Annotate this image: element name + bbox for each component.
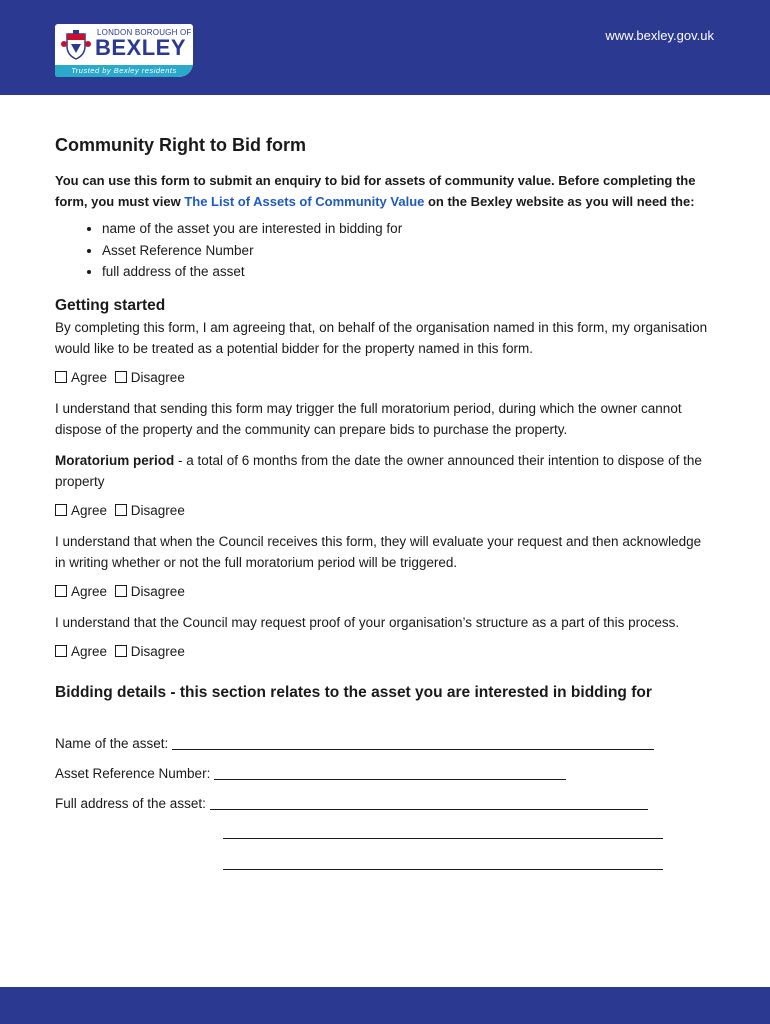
bidding-fields xyxy=(55,734,715,870)
agree-checkbox[interactable] xyxy=(55,371,67,383)
form-content xyxy=(55,132,715,886)
asset-name-label: Name of the asset: xyxy=(55,735,169,751)
disagree-label: Disagree xyxy=(130,643,185,659)
moratorium-definition xyxy=(55,450,715,492)
agree-label: Agree xyxy=(71,369,108,385)
agree-checkbox[interactable] xyxy=(55,504,67,516)
disagree-checkbox[interactable] xyxy=(115,504,127,516)
intro-text-before: You can use this form to submit an enquiry to bid for assets of community value. Before completing the form, you must view xyxy=(55,173,696,209)
intro-text-after: on the Bexley website as you will need the: xyxy=(424,194,695,209)
asset-reference-input[interactable] xyxy=(214,767,566,780)
getting-started-heading: Getting started xyxy=(55,296,166,314)
page-title: Community Right to Bid form xyxy=(55,135,306,155)
disagree-checkbox[interactable] xyxy=(115,371,127,383)
asset-reference-field xyxy=(55,764,715,784)
agreement-paragraph-3: I understand that when the Council receives this form, they will evaluate your request and then acknowledge in writing whether or not the full moratorium period will be triggered. xyxy=(55,533,702,570)
agree-label: Agree xyxy=(71,502,108,518)
disagree-label: Disagree xyxy=(130,502,185,518)
moratorium-text: - a total of 6 months from the date the owner announced their intention to dispose of the property xyxy=(55,452,702,489)
disagree-checkbox[interactable] xyxy=(115,645,127,657)
list-item: • full address of the asset xyxy=(102,261,715,283)
agree-disagree-row-2 xyxy=(55,500,715,521)
assets-list-link[interactable]: The List of Assets of Community Value xyxy=(184,194,425,209)
intro-paragraph xyxy=(55,170,715,212)
logo-top-text: LONDON BOROUGH OF xyxy=(97,28,192,37)
agree-checkbox[interactable] xyxy=(55,645,67,657)
page-footer-bar xyxy=(0,987,770,1024)
agree-disagree-row-4 xyxy=(55,641,715,662)
asset-name-field xyxy=(55,734,715,754)
agreement-paragraph-1: By completing this form, I am agreeing that, on behalf of the organisation named in this form, my organisation would like to be treated as a potential bidder for the property named in this form. xyxy=(55,319,708,356)
list-item: • Asset Reference Number xyxy=(102,240,715,262)
disagree-label: Disagree xyxy=(130,583,185,599)
asset-address-input-line-3[interactable] xyxy=(223,855,663,870)
agree-checkbox[interactable] xyxy=(55,585,67,597)
list-item: • name of the asset you are interested in bidding for xyxy=(102,218,715,240)
asset-address-label: Full address of the asset: xyxy=(55,795,206,811)
logo-main-text: BEXLEY xyxy=(95,35,187,60)
borough-crest-icon xyxy=(59,28,93,62)
agree-label: Agree xyxy=(71,643,108,659)
disagree-checkbox[interactable] xyxy=(115,585,127,597)
asset-name-input[interactable] xyxy=(172,737,654,750)
logo-strapline: Trusted by Bexley residents xyxy=(55,65,193,77)
moratorium-term: Moratorium period xyxy=(55,452,175,468)
site-url-link[interactable]: www.bexley.gov.uk xyxy=(605,28,714,43)
agreement-paragraph-4: I understand that the Council may request proof of your organisation’s structure as a part of this process. xyxy=(55,614,680,630)
agree-disagree-row-3 xyxy=(55,581,715,602)
agree-label: Agree xyxy=(71,583,108,599)
page-header xyxy=(0,0,770,95)
asset-address-input[interactable] xyxy=(210,797,648,810)
agree-disagree-row-1 xyxy=(55,367,715,388)
bexley-logo[interactable] xyxy=(55,24,193,77)
asset-reference-label: Asset Reference Number: xyxy=(55,765,211,781)
agreement-paragraph-2: I understand that sending this form may trigger the full moratorium period, during which the owner cannot dispose of the property and the community can prepare bids to purchase the property. xyxy=(55,400,682,437)
asset-address-input-line-2[interactable] xyxy=(223,824,663,839)
bidding-details-heading: Bidding details - this section relates to the asset you are interested in bidding for xyxy=(55,683,652,701)
required-info-list xyxy=(55,218,715,283)
asset-address-field xyxy=(55,794,715,814)
disagree-label: Disagree xyxy=(130,369,185,385)
